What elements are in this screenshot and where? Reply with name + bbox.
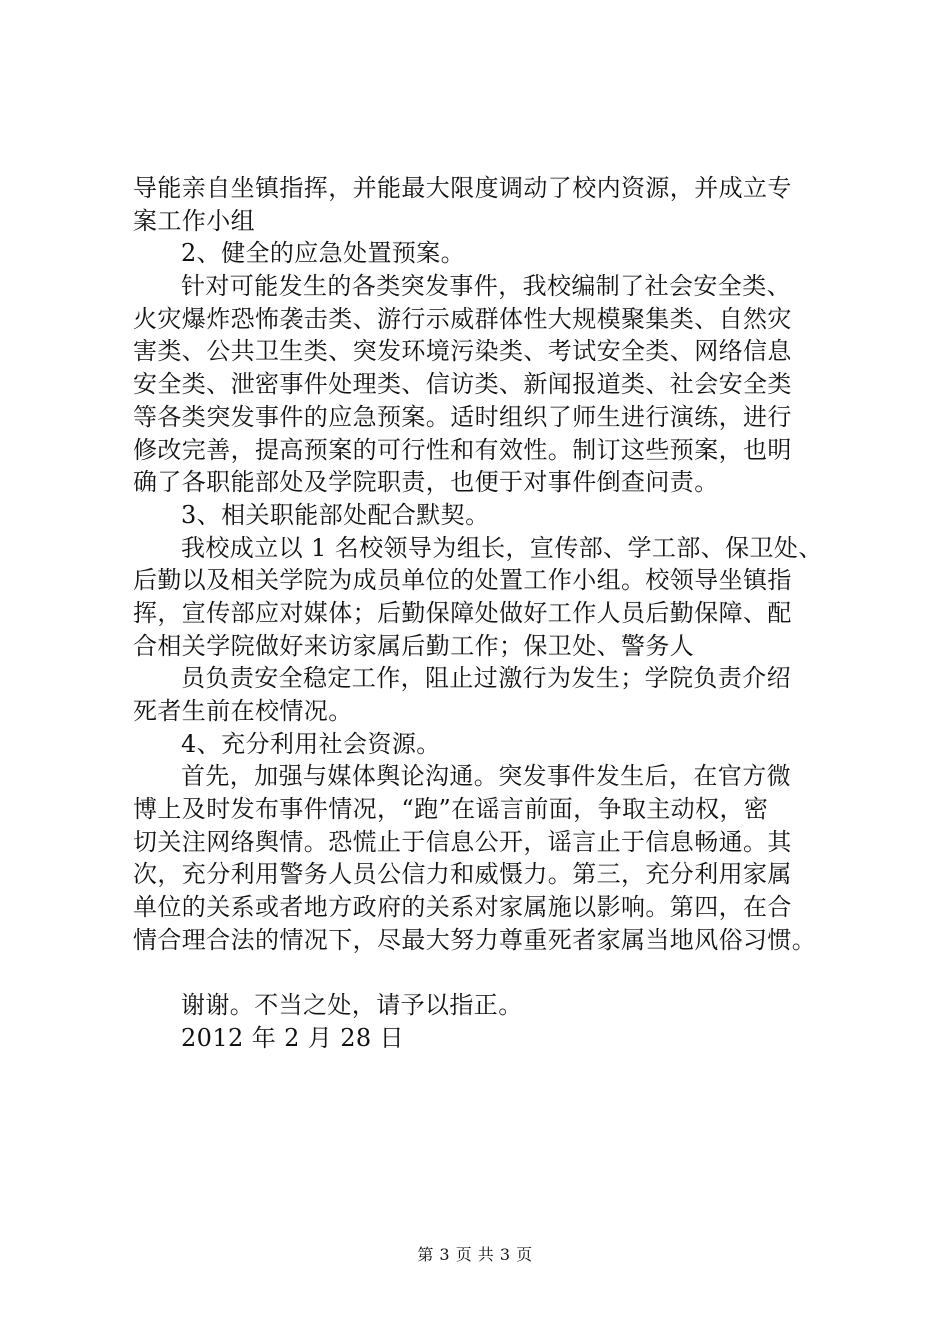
paragraph-line: 次，充分利用警务人员公信力和威慑力。第三，充分利用家属	[133, 860, 792, 889]
paragraph-line: 死者生前在校情况。	[133, 697, 353, 725]
paragraph-line: 挥，宣传部应对媒体；后勤保障处做好工作人员后勤保障、配	[133, 598, 792, 627]
paragraph-line: 单位的关系或者地方政府的关系对家属施以影响。第四，在合	[133, 893, 792, 922]
paragraph-line: 针对可能发生的各类突发事件，我校编制了社会安全类、	[181, 272, 791, 301]
page-number-label: 第 3 页 共 3 页	[417, 1245, 533, 1264]
paragraph-line: 切关注网络舆情。恐慌止于信息公开，谣言止于信息畅通。其	[133, 827, 792, 856]
section-heading: 3、相关职能部处配合默契。	[181, 500, 490, 529]
paragraph-line: 博上及时发布事件情况，“跑”在谣言前面，争取主动权，密	[133, 795, 769, 824]
paragraph-line: 害类、公共卫生类、突发环境污染类、考试安全类、网络信息	[133, 337, 792, 366]
paragraph-line: 合相关学院做好来访家属后勤工作；保卫处、警务人	[133, 631, 695, 660]
paragraph-line: 火灾爆炸恐怖袭击类、游行示威群体性大规模聚集类、自然灾	[133, 304, 792, 333]
paragraph-line: 修改完善，提高预案的可行性和有效性。制订这些预案，也明	[133, 435, 792, 464]
paragraph-line: 首先，加强与媒体舆论沟通。突发事件发生后，在官方微	[181, 762, 791, 791]
date-line: 2012 年 2 月 28 日	[181, 1023, 405, 1052]
paragraph-line: 确了各职能部处及学院职责，也便于对事件倒查问责。	[133, 468, 719, 497]
paragraph-line: 后勤以及相关学院为成员单位的处置工作小组。校领导坐镇指	[133, 566, 792, 595]
closing-line: 谢谢。不当之处，请予以指正。	[181, 991, 523, 1020]
document-body	[133, 172, 853, 1055]
section-heading: 4、充分利用社会资源。	[181, 729, 441, 758]
paragraph-line: 导能亲自坐镇指挥，并能最大限度调动了校内资源，并成立专	[133, 174, 792, 202]
paragraph-line: 等各类突发事件的应急预案。适时组织了师生进行演练，进行	[133, 402, 792, 431]
page-footer	[0, 1244, 950, 1266]
paragraph-line: 情合理合法的情况下，尽最大努力尊重死者家属当地风俗习惯。	[133, 925, 817, 954]
paragraph-line: 安全类、泄密事件处理类、信访类、新闻报道类、社会安全类	[133, 370, 792, 399]
paragraph-line: 我校成立以 1 名校领导为组长，宣传部、学工部、保卫处、	[181, 533, 823, 562]
paragraph-line: 案工作小组	[133, 206, 255, 235]
section-heading: 2、健全的应急处置预案。	[181, 239, 466, 268]
blank-line	[133, 957, 853, 990]
paragraph-line: 员负责安全稳定工作，阻止过激行为发生；学院负责介绍	[181, 664, 791, 693]
